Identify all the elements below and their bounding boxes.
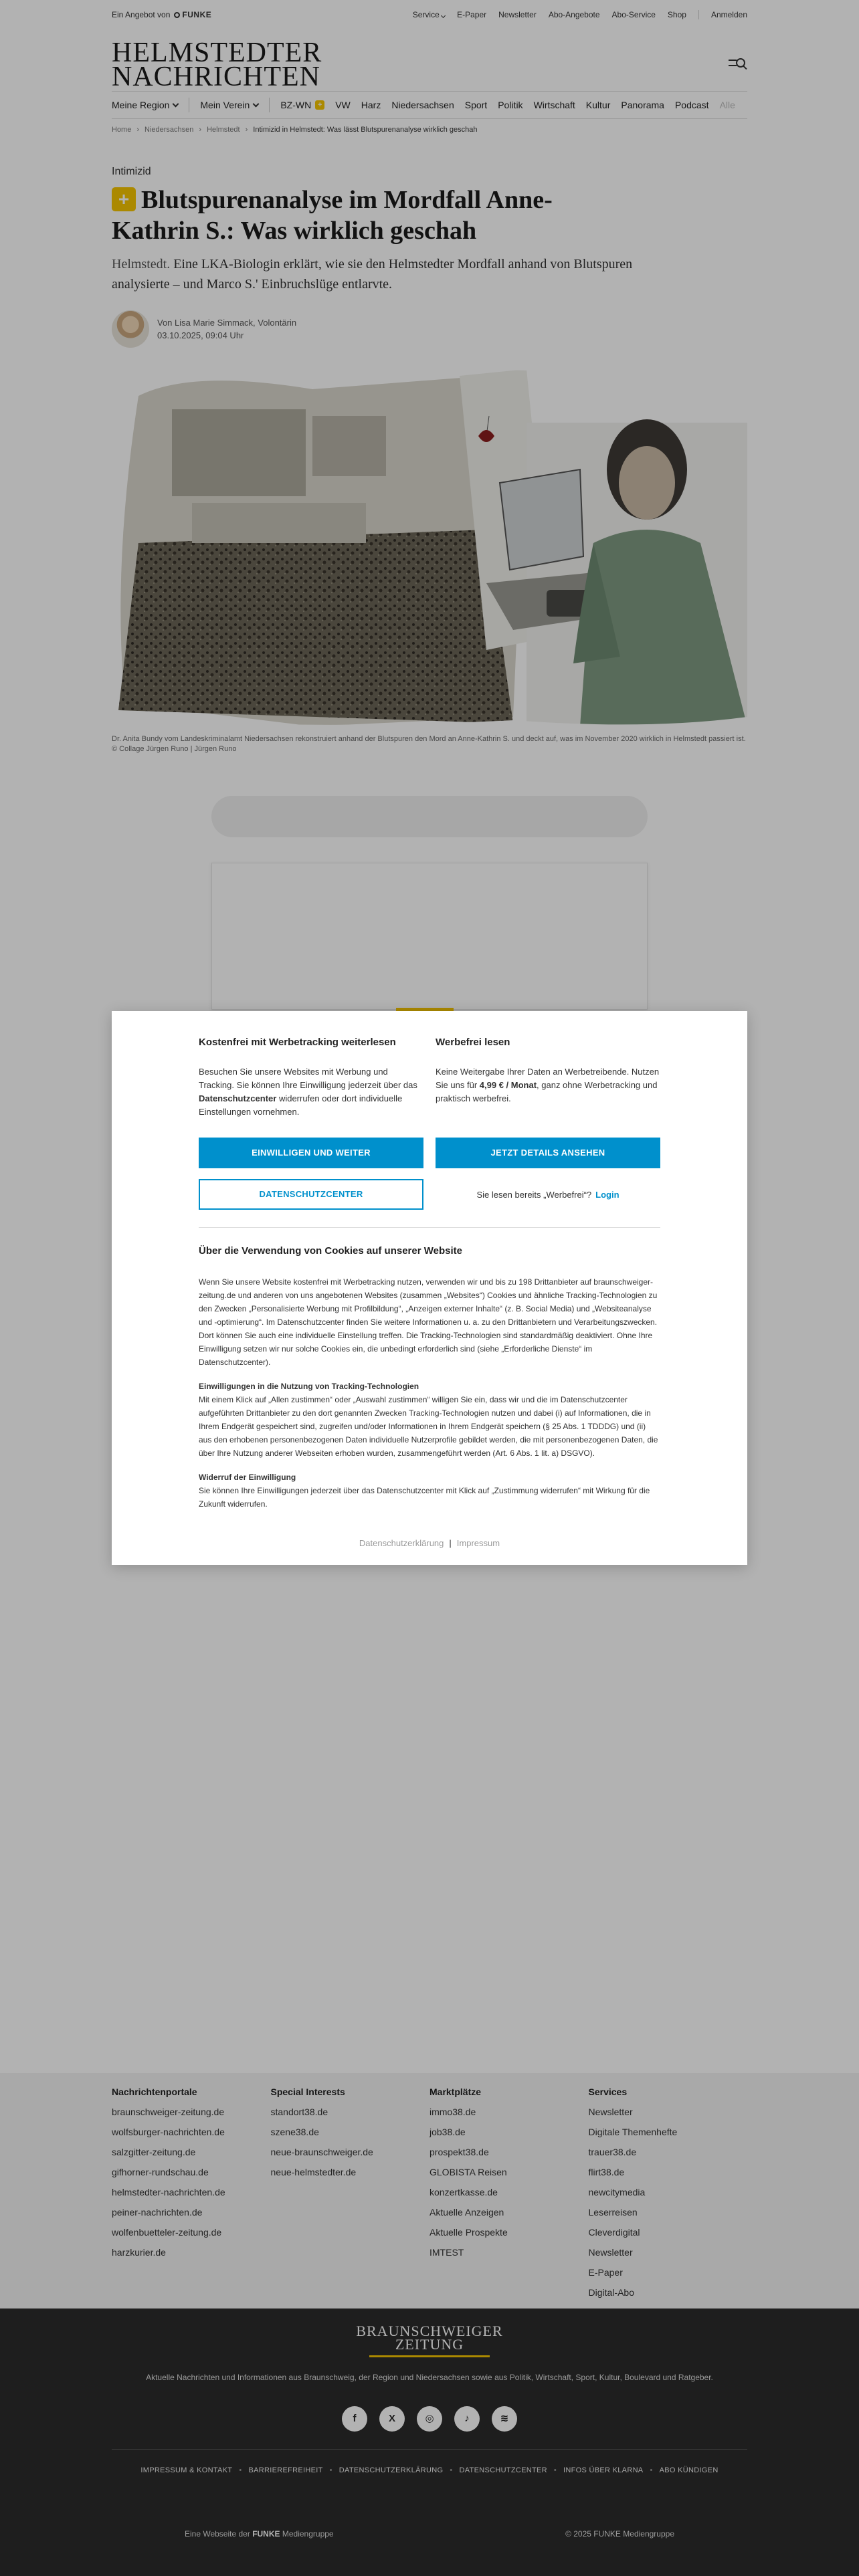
facebook-icon[interactable]: f — [342, 2406, 367, 2432]
nav-item-bz-wn[interactable]: BZ-WN + — [280, 100, 324, 110]
accept-and-continue-button[interactable]: EINWILLIGEN UND WEITER — [199, 1138, 423, 1168]
imprint-link[interactable]: Impressum — [456, 1538, 500, 1548]
already-subscribed — [436, 1179, 660, 1210]
nav-item-sport[interactable]: Sport — [464, 100, 488, 110]
footer-link[interactable]: Aktuelle Anzeigen — [430, 2207, 504, 2218]
footer-link[interactable]: wolfsburger-nachrichten.de — [112, 2127, 225, 2137]
footer-link[interactable]: Cleverdigital — [588, 2227, 640, 2238]
footer-funke-note: Eine Webseite der FUNKE Mediengruppe — [185, 2529, 334, 2539]
breadcrumb-home[interactable]: Home — [112, 126, 132, 134]
footer-brand-line-2: ZEITUNG — [395, 2336, 464, 2353]
footer-link[interactable]: Aktuelle Prospekte — [430, 2227, 508, 2238]
rss-icon[interactable]: ≋ — [492, 2406, 517, 2432]
footer-link[interactable]: Leserreisen — [588, 2207, 638, 2218]
tracking-consent-text: Einwilligungen in die Nutzung von Tracking-Technologien Mit einem Klick auf „Allen zustimmen“ oder „Auswahl zustimmen“ willigen Sie ein, dass wir und die im Datenschutzcenter aufgeführten Drittanbieter zu den dort genannten Zwecken Tracking-Technologien nutzen und dabei (i) auf Informationen, die in Ihrem Endgerät gespeichert sind, zugreifen und/oder Informationen in Ihrem Endgerät speichern (§ 25 Abs. 1 TDDDG) und (ii) aus den erhobenen personenbezogenen Daten individuelle Nutzerprofile gebildet werden, die mit personenbezogenen Daten, die über Ihre Nutzung anderer Webseiten erhoben wurden, zusammengeführt werden (Art. 6 Abs. 1 lit. a) DSGVO). — [199, 1382, 658, 1458]
privacy-center-inline-link[interactable]: Datenschutzcenter — [199, 1093, 277, 1103]
nav-item-kultur[interactable]: Kultur — [585, 100, 611, 110]
view-details-button[interactable]: JETZT DETAILS ANSEHEN — [436, 1138, 660, 1168]
legal-accessibility[interactable]: BARRIEREFREIHEIT — [248, 2466, 323, 2474]
breadcrumb-current: Intimizid in Helmstedt: Was lässt Blutspurenanalyse wirklich geschah — [253, 126, 478, 134]
tiktok-icon[interactable]: ♪ — [454, 2406, 480, 2432]
consent-login-link[interactable]: Login — [595, 1189, 619, 1200]
consent-free-option — [199, 1037, 423, 1210]
nav-item-vw[interactable]: VW — [335, 100, 351, 110]
consent-footer-links: Datenschutzerklärung | Impressum — [359, 1538, 500, 1548]
consent-adfree-text: Keine Weitergabe Ihrer Daten an Werbetreibende. Nutzen Sie uns für 4,99 € / Monat, ganz ohne Werbetracking und praktisch werbefrei. — [436, 1067, 660, 1103]
footer-column-title: Marktplätze — [430, 2086, 482, 2097]
footer-link[interactable]: prospekt38.de — [430, 2147, 489, 2157]
footer-link[interactable]: helmstedter-nachrichten.de — [112, 2187, 225, 2197]
legal-privacy[interactable]: DATENSCHUTZERKLÄRUNG — [339, 2466, 444, 2474]
nav-item-podcast[interactable]: Podcast — [674, 100, 709, 110]
footer-link[interactable]: wolfenbuetteler-zeitung.de — [112, 2227, 222, 2238]
login-link[interactable]: Anmelden — [710, 10, 747, 19]
article-teaser: Helmstedt. Eine LKA-Biologin erklärt, wie sie den Helmstedter Mordfall anhand von Blutspuren analysierte – und Marco S.' Einbruchslüge entlarvte. — [112, 257, 633, 292]
x-icon[interactable]: X — [379, 2406, 405, 2432]
brand-line-2: NACHRICHTEN — [112, 62, 320, 92]
footer-link[interactable]: salzgitter-zeitung.de — [112, 2147, 196, 2157]
utility-link-abo-service[interactable]: Abo-Service — [611, 10, 656, 19]
cookie-info-section — [199, 1245, 660, 1511]
nav-item-harz[interactable]: Harz — [361, 100, 381, 110]
utility-link-abo-angebote[interactable]: Abo-Angebote — [548, 10, 600, 19]
footer-link[interactable]: Newsletter — [588, 2247, 633, 2258]
footer-column-title: Services — [588, 2086, 628, 2097]
footer-link[interactable]: szene38.de — [270, 2127, 319, 2137]
footer-column-title: Special Interests — [270, 2086, 345, 2097]
footer-link[interactable]: flirt38.de — [588, 2167, 625, 2177]
consent-divider — [199, 1227, 660, 1228]
cookie-info-title: Über die Verwendung von Cookies auf unserer Website — [199, 1245, 462, 1257]
nav-item-more[interactable]: Alle — [719, 100, 735, 110]
footer-link[interactable]: peiner-nachrichten.de — [112, 2207, 203, 2218]
revoke-consent-text: Widerruf der Einwilligung Sie können Ihre Einwilligungen jederzeit über das Datenschutzcenter mit Klick auf „Zustimmung widerrufen“ mit Wirkung für die Zukunft widerrufen. — [199, 1473, 650, 1509]
legal-klarna-info[interactable]: INFOS ÜBER KLARNA — [563, 2466, 644, 2474]
caption-credit: © Collage Jürgen Runo | Jürgen Runo — [112, 745, 237, 753]
footer-link[interactable]: neue-helmstedter.de — [270, 2167, 357, 2177]
privacy-policy-link[interactable]: Datenschutzerklärung — [359, 1538, 444, 1548]
consent-dialog — [112, 1011, 747, 1565]
legal-imprint-contact[interactable]: IMPRESSUM & KONTAKT — [140, 2466, 233, 2474]
footer-link[interactable]: gifhorner-rundschau.de — [112, 2167, 209, 2177]
footer-link[interactable]: Digital-Abo — [588, 2287, 634, 2298]
legal-cancel-subscription[interactable]: ABO KÜNDIGEN — [659, 2466, 719, 2474]
footer-column-title: Nachrichtenportale — [112, 2086, 197, 2097]
footer-link[interactable]: neue-braunschweiger.de — [270, 2147, 373, 2157]
caption-text: Dr. Anita Bundy vom Landeskriminalamt Niedersachsen rekonstruiert anhand der Blutspuren den Mord an Anne-Kathrin S. und deckt auf, was im November 2020 wirklich in Helmstedt passiert ist. — [112, 735, 746, 743]
consent-adfree-option — [436, 1037, 660, 1210]
footer-link[interactable]: trauer38.de — [588, 2147, 637, 2157]
brand-line-1: HELMSTEDTER — [112, 37, 322, 68]
footer-link[interactable]: konzertkasse.de — [430, 2187, 498, 2197]
offer-text: Ein Angebot von — [112, 10, 171, 19]
funke-logo-text: FUNKE — [182, 10, 212, 19]
publish-date: 03.10.2025, 09:04 Uhr — [157, 330, 244, 340]
consent-adfree-title: Werbefrei lesen — [436, 1037, 510, 1048]
legal-privacy-center[interactable]: DATENSCHUTZCENTER — [459, 2466, 547, 2474]
footer-tagline: Aktuelle Nachrichten und Informationen aus Braunschweig, der Region und Niedersachsen sowie aus Politik, Wirtschaft, Sport, Kultur, Boulevard und Ratgeber. — [146, 2373, 713, 2382]
footer-link[interactable]: harzkurier.de — [112, 2247, 166, 2258]
nav-item-wirtschaft[interactable]: Wirtschaft — [533, 100, 575, 110]
breadcrumb-niedersachsen[interactable]: Niedersachsen — [145, 126, 194, 134]
cookie-info-text: Wenn Sie unsere Website kostenfrei mit Werbetracking nutzen, verwenden wir und bis zu 198 Drittanbieter auf braunschweiger-zeitung.de und anderen von uns angebotenen Websites (zusammen „Websites“) Cookies und ähnliche Tracking-Technologien zu den Zwecken „Personalisierte Werbung mit Profilbildung“, „Anzeigen externer Inhalte“ (z. B. Social Media) und „Websiteanalyse und -optimierung“. Im Datenschutzcenter finden Sie weitere Informationen u. a. zu den Drittanbietern und Verarbeitungszwecken. Dort können Sie auch eine individuelle Einstellung treffen. Die Tracking-Technologien sind standardmäßig deaktiviert. Ohne Ihre Einwilligung setzen wir nur solche Cookies ein, die unbedingt erforderlich sind (siehe „Erforderliche Dienste“ im Datenschutzcenter). — [199, 1277, 658, 1367]
nav-my-club[interactable]: Mein Verein — [200, 100, 258, 110]
footer-link[interactable]: E-Paper — [588, 2267, 623, 2278]
footer-brand-line-1: BRAUNSCHWEIGER — [356, 2323, 503, 2339]
legal-links: IMPRESSUM & KONTAKT • BARRIEREFREIHEIT • DATENSCHUTZERKLÄRUNG • DATENSCHUTZCENTER • INFOS ÜBER KLARNA • ABO KÜNDIGEN — [140, 2466, 719, 2474]
article-headline: + Blutspurenanalyse im Mordfall Anne-Kathrin S.: Was wirklich geschah — [112, 186, 553, 245]
footer-link[interactable]: braunschweiger-zeitung.de — [112, 2107, 225, 2117]
nav-item-niedersachsen[interactable]: Niedersachsen — [391, 100, 454, 110]
already-subscribed-text: Sie lesen bereits „Werbefrei“? — [476, 1189, 592, 1200]
utility-link-epaper[interactable]: E-Paper — [457, 10, 487, 19]
breadcrumb: Home › Niedersachsen › Helmstedt › Intimizid in Helmstedt: Was lässt Blutspurenanalyse wirklich geschah — [112, 126, 478, 134]
footer-copyright: © 2025 FUNKE Mediengruppe — [565, 2529, 674, 2539]
consent-free-text: Besuchen Sie unsere Websites mit Werbung und Tracking. Sie können Ihre Einwilligung jederzeit über das Datenschutzcenter widerrufen oder dort individuelle Einstellungen vornehmen. — [199, 1067, 417, 1117]
footer-link[interactable]: newcitymedia — [588, 2187, 646, 2197]
plus-icon: + — [112, 187, 136, 211]
footer-link[interactable]: Digitale Themenhefte — [588, 2127, 678, 2137]
instagram-icon[interactable]: ◎ — [417, 2406, 442, 2432]
nav-item-panorama[interactable]: Panorama — [621, 100, 664, 110]
footer-link[interactable]: Newsletter — [588, 2107, 633, 2117]
footer-link[interactable]: IMTEST — [430, 2247, 464, 2258]
footer-link[interactable]: GLOBISTA Reisen — [430, 2167, 507, 2177]
footer-link[interactable]: job38.de — [430, 2127, 466, 2137]
consent-free-title: Kostenfrei mit Werbetracking weiterlesen — [199, 1037, 396, 1048]
author-name[interactable]: Von Lisa Marie Simmack, Volontärin — [157, 318, 297, 328]
breadcrumb-helmstedt[interactable]: Helmstedt — [207, 126, 240, 134]
utility-link-service[interactable]: Service — [413, 10, 445, 19]
article-kicker: Intimizid — [112, 166, 151, 177]
privacy-center-button[interactable]: DATENSCHUTZCENTER — [199, 1179, 423, 1210]
footer-link[interactable]: standort38.de — [270, 2107, 328, 2117]
utility-link-shop[interactable]: Shop — [667, 10, 686, 19]
nav-my-region[interactable]: Meine Region — [112, 100, 178, 110]
footer-link[interactable]: immo38.de — [430, 2107, 476, 2117]
nav-item-politik[interactable]: Politik — [498, 100, 523, 110]
utility-link-newsletter[interactable]: Newsletter — [498, 10, 537, 19]
plus-icon: + — [315, 100, 324, 110]
